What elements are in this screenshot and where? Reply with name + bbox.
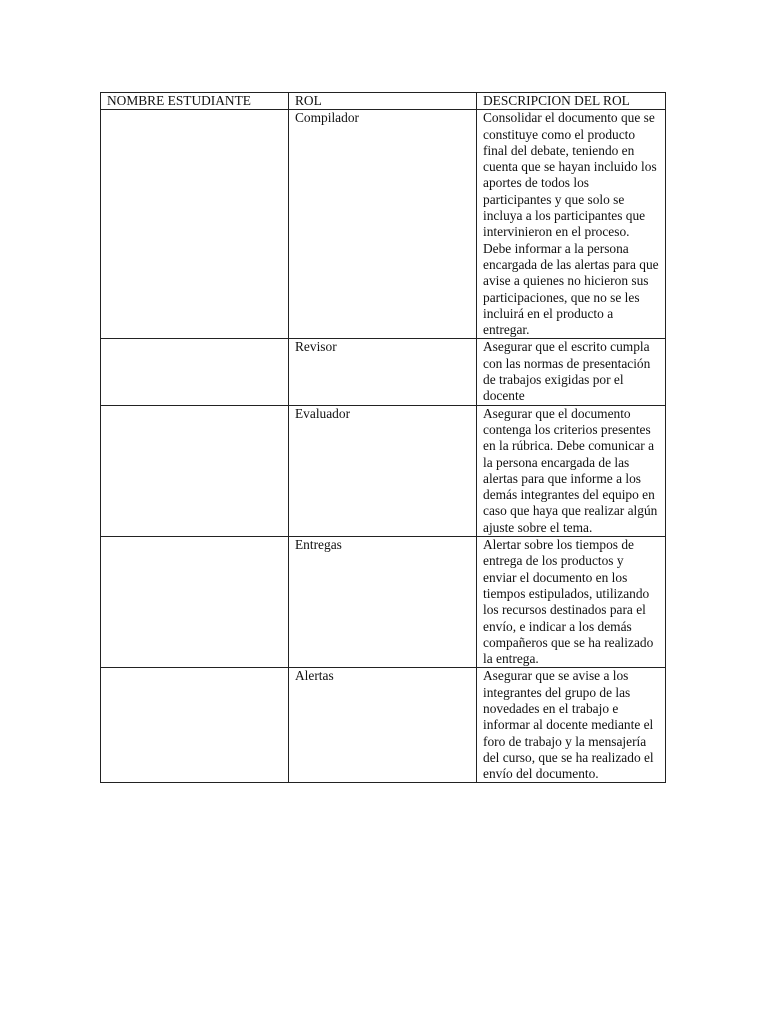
role-cell: Compilador: [289, 110, 477, 339]
header-student-name: NOMBRE ESTUDIANTE: [101, 93, 289, 110]
table-row: [101, 339, 666, 405]
header-role-description: DESCRIPCION DEL ROL: [477, 93, 666, 110]
role-description-cell: Alertar sobre los tiempos de entrega de los productos y enviar el documento en los tiempos estipulados, utilizando los recursos destinados para el envío, e indicar a los demás compañeros que se ha realizado la entrega.: [477, 537, 666, 668]
student-name-cell: [101, 668, 289, 783]
table-row: [101, 110, 666, 339]
role-description-cell: Consolidar el documento que se constituye como el producto final del debate, teniendo en cuenta que se hayan incluido los aportes de todos los participantes y que solo se incluya a los participantes que intervinieron en el proceso. Debe informar a la persona encargada de las alertas para que avise a quienes no hicieron sus participaciones, que no se les incluirá en el producto a entregar.: [477, 110, 666, 339]
table-row: [101, 405, 666, 536]
header-role: ROL: [289, 93, 477, 110]
role-cell: Alertas: [289, 668, 477, 783]
role-cell: Revisor: [289, 339, 477, 405]
role-description-cell: Asegurar que el escrito cumpla con las normas de presentación de trabajos exigidas por el docente: [477, 339, 666, 405]
table-row: [101, 537, 666, 668]
student-name-cell: [101, 405, 289, 536]
roles-table: [100, 92, 666, 783]
role-description-cell: Asegurar que se avise a los integrantes del grupo de las novedades en el trabajo e informar al docente mediante el foro de trabajo y la mensajería del curso, que se ha realizado el envío del documento.: [477, 668, 666, 783]
role-description-cell: Asegurar que el documento contenga los criterios presentes en la rúbrica. Debe comunicar a la persona encargada de las alertas para que informe a los demás integrantes del equipo en caso que haya que realizar algún ajuste sobre el tema.: [477, 405, 666, 536]
role-cell: Entregas: [289, 537, 477, 668]
role-cell: Evaluador: [289, 405, 477, 536]
table-header-row: [101, 93, 666, 110]
student-name-cell: [101, 537, 289, 668]
student-name-cell: [101, 110, 289, 339]
student-name-cell: [101, 339, 289, 405]
table-row: [101, 668, 666, 783]
